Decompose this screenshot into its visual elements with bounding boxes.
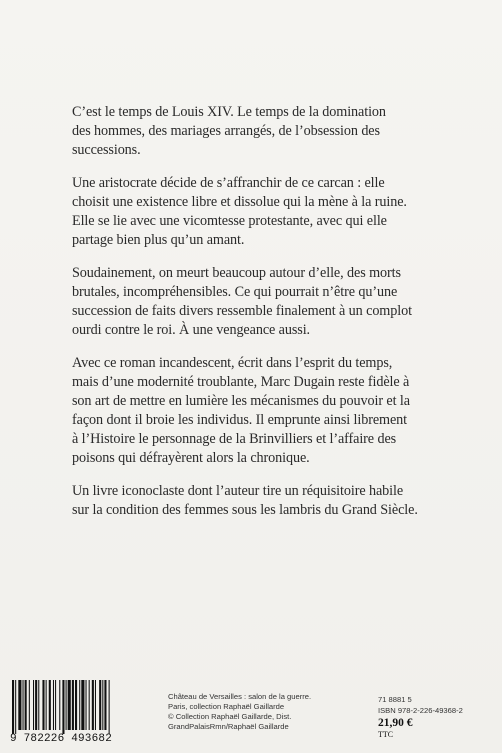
blurb-line: successions. [72, 142, 141, 158]
blurb-line: Avec ce roman incandescent, écrit dans l’esprit du temps, [72, 355, 393, 371]
barcode-bar [104, 680, 106, 730]
blurb-paragraph-2 [72, 174, 470, 250]
credit-line: © Collection Raphaël Gaillarde, Dist. [168, 712, 292, 721]
blurb-line: Un livre iconoclaste dont l’auteur tire un réquisitoire habile [72, 483, 404, 499]
barcode-bar [33, 680, 34, 730]
back-cover-blurb [72, 103, 470, 534]
barcode-bar [79, 680, 80, 730]
product-code: 71 8881 5 [378, 695, 412, 704]
credit-line: Paris, collection Raphaël Gaillarde [168, 702, 285, 711]
blurb-line: son art de mettre en lumière les mécanismes du pouvoir et la [72, 393, 410, 409]
barcode-bar [18, 680, 21, 730]
barcode-bar [49, 680, 51, 730]
blurb-line: brutales, incompréhensibles. Ce qui pourrait n’être qu’une [72, 284, 398, 300]
barcode-bar [99, 680, 101, 730]
blurb-line: façon dont il broie les individus. Il emprunte ainsi librement [72, 412, 408, 428]
barcode-bar [29, 680, 30, 730]
blurb-paragraph-4 [72, 354, 470, 468]
barcode-bar [92, 680, 94, 730]
barcode-bar [62, 680, 64, 734]
barcode-bar [102, 680, 103, 730]
barcode-bar [23, 680, 24, 730]
blurb-paragraph-3 [72, 264, 470, 340]
barcode-bar [68, 680, 71, 730]
credit-line: Château de Versailles : salon de la guerre. [168, 692, 312, 701]
blurb-line: sur la condition des femmes sous les lambris du Grand Siècle. [72, 502, 418, 518]
blurb-line: Elle se lie avec une vicomtesse protestante, avec qui elle [72, 213, 387, 229]
publication-info [378, 694, 498, 740]
barcode-bar [35, 680, 37, 730]
price-value: 21,90 € [378, 717, 413, 729]
barcode-bar [109, 680, 110, 734]
isbn-barcode [8, 680, 148, 750]
barcode-bar [46, 680, 47, 730]
barcode-bars [8, 680, 148, 734]
credit-line: GrandPalaisRmn/Raphaël Gaillarde [168, 722, 289, 731]
cover-image-credits [168, 692, 358, 732]
barcode-bar [15, 680, 16, 734]
price-label [378, 718, 498, 740]
blurb-line: Une aristocrate décide de s’affranchir de ce carcan : elle [72, 175, 385, 191]
blurb-line: des hommes, des mariages arrangés, de l’obsession des [72, 123, 380, 139]
barcode-bar [59, 680, 60, 730]
blurb-paragraph-5 [72, 482, 470, 520]
barcode-bar [81, 680, 84, 730]
blurb-line: Soudainement, on meurt beaucoup autour d’elle, des morts [72, 265, 401, 281]
barcode-bar [66, 680, 67, 730]
blurb-line: choisit une existence libre et dissolue qui la mène à la ruine. [72, 194, 407, 210]
barcode-bar [95, 680, 96, 730]
blurb-line: succession de faits divers ressemble finalement à un complot [72, 303, 412, 319]
barcode-bar [86, 680, 87, 730]
blurb-line: C’est le temps de Louis XIV. Le temps de la domination [72, 104, 386, 120]
blurb-line: à l’Histoire le personnage de la Brinvilliers et l’affaire des [72, 431, 397, 447]
barcode-bar [38, 680, 39, 730]
barcode-bar [72, 680, 74, 730]
barcode-bar [42, 680, 44, 730]
barcode-bar [53, 680, 54, 730]
barcode-bar [12, 680, 14, 734]
barcode-bar [89, 680, 90, 730]
blurb-line: partage bien plus qu’un amant. [72, 232, 245, 248]
price-suffix: TTC [378, 730, 394, 739]
blurb-line: ourdi contre le roi. À une vengeance aussi. [72, 322, 310, 338]
barcode-digits: 9 782226 493682 [10, 733, 113, 745]
isbn-text: ISBN 978-2-226-49368-2 [378, 706, 463, 715]
blurb-paragraph-1 [72, 103, 470, 160]
blurb-line: mais d’une modernité troublante, Marc Dugain reste fidèle à [72, 374, 410, 390]
barcode-bar [55, 680, 56, 730]
barcode-bar [75, 680, 77, 730]
blurb-line: poisons qui défrayèrent alors la chronique. [72, 450, 310, 466]
barcode-bar [25, 680, 27, 730]
